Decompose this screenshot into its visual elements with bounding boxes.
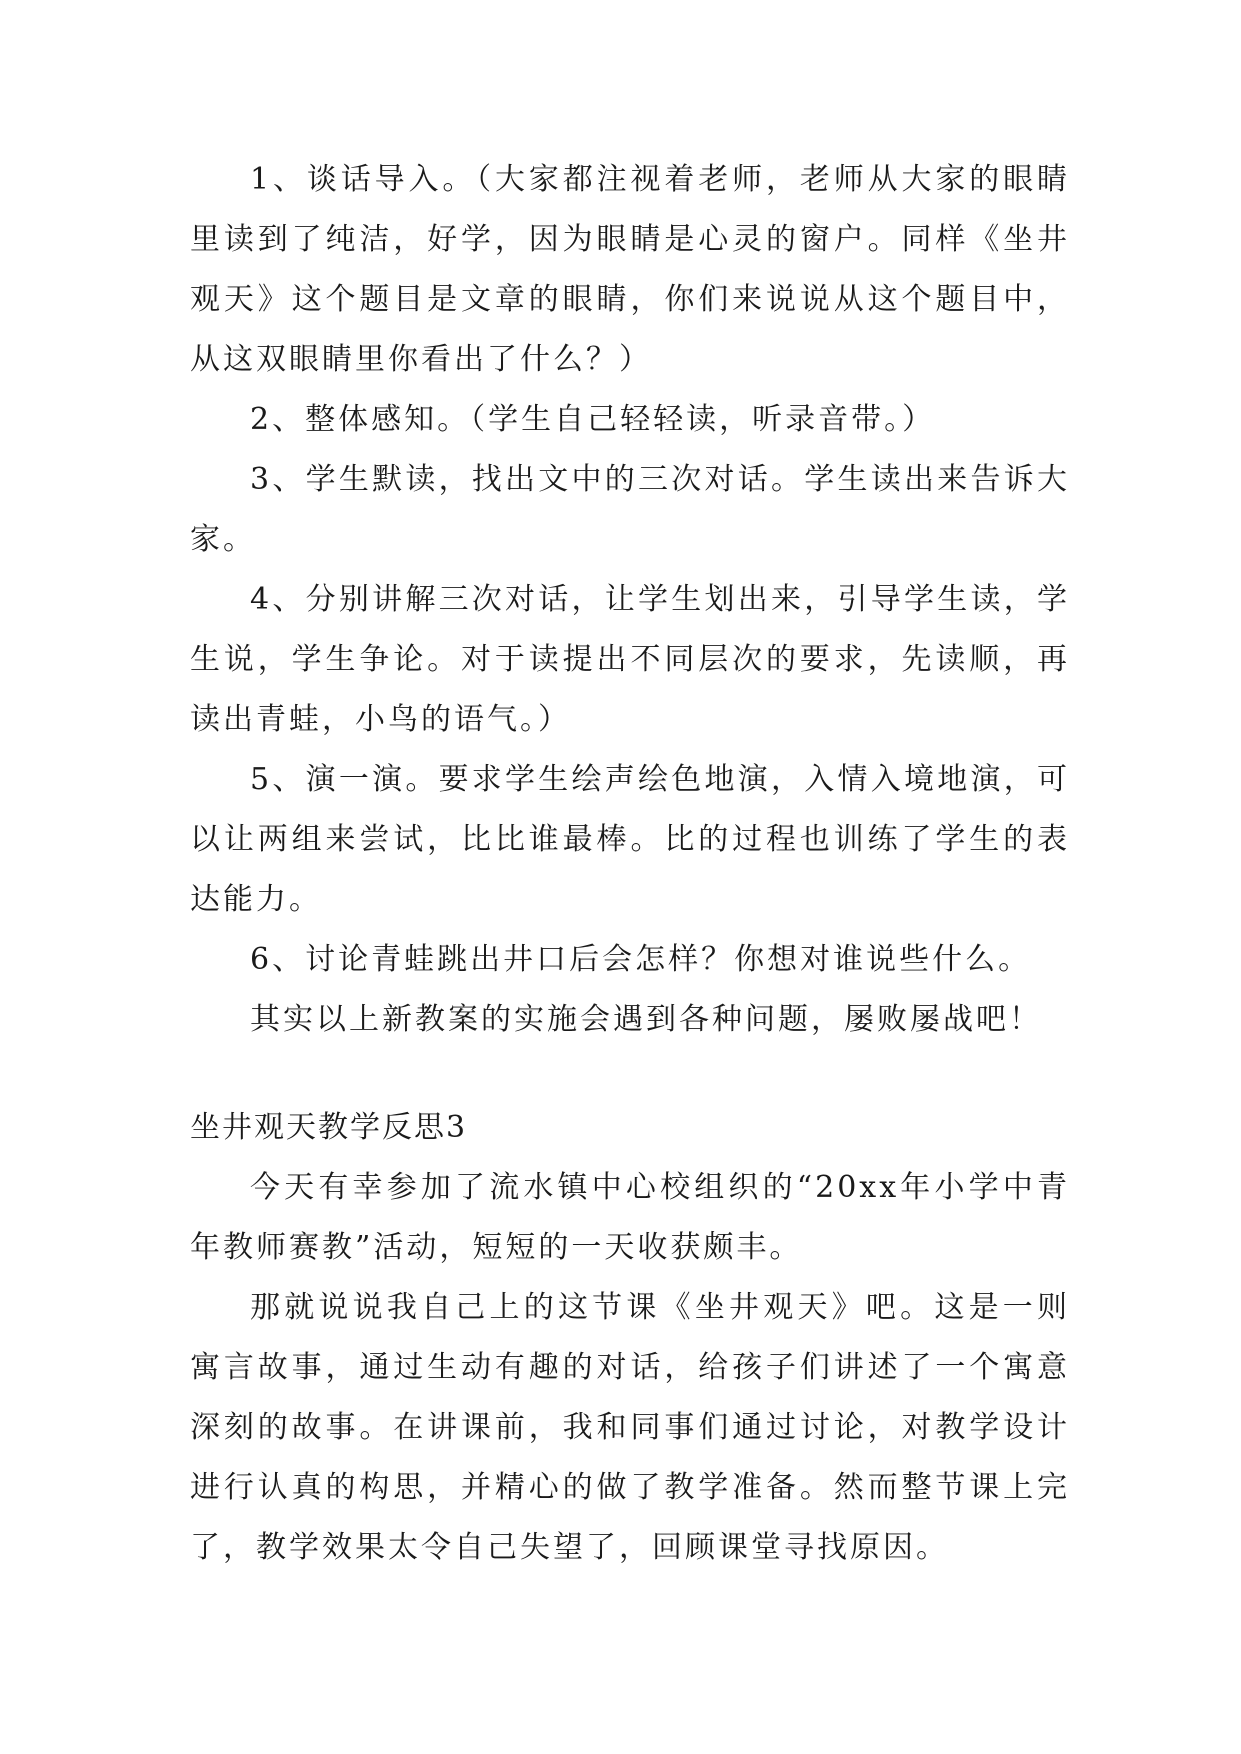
step-4-paragraph: 4、分别讲解三次对话，让学生划出来，引导学生读，学生说，学生争论。对于读提出不同层次的要求，先读顺，再读出青蛙，小鸟的语气。） (190, 582, 1070, 737)
reflection-paragraph-1: 今天有幸参加了流水镇中心校组织的“20xx年小学中青年教师赛教”活动，短短的一天收获颇丰。 (190, 1170, 1070, 1265)
step-1-paragraph: 1、谈话导入。（大家都注视着老师，老师从大家的眼睛里读到了纯洁，好学，因为眼睛是心灵的窗户。同样《坐井观天》这个题目是文章的眼睛，你们来说说从这个题目中，从这双眼睛里你看出了什么？） (190, 162, 1070, 377)
step-2-paragraph: 2、整体感知。（学生自己轻轻读，听录音带。） (250, 402, 936, 437)
step-3-paragraph: 3、学生默读，找出文中的三次对话。学生读出来告诉大家。 (190, 462, 1070, 557)
step-6-paragraph: 6、讨论青蛙跳出井口后会怎样？你想对谁说些什么。 (250, 942, 1032, 977)
document-page (190, 150, 1070, 1578)
step-5-paragraph: 5、演一演。要求学生绘声绘色地演，入情入境地演，可以让两组来尝试，比比谁最棒。比的过程也训练了学生的表达能力。 (190, 762, 1070, 917)
section-gap (190, 1050, 1070, 1098)
section-heading: 坐井观天教学反思3 (190, 1110, 468, 1145)
closing-paragraph: 其实以上新教案的实施会遇到各种问题，屡败屡战吧！ (250, 1002, 1042, 1037)
reflection-paragraph-2: 那就说说我自己上的这节课《坐井观天》吧。这是一则寓言故事，通过生动有趣的对话，给孩子们讲述了一个寓意深刻的故事。在讲课前，我和同事们通过讨论，对教学设计进行认真的构思，并精心的做了教学准备。然而整节课上完了，教学效果太令自己失望了，回顾课堂寻找原因。 (190, 1290, 1070, 1565)
